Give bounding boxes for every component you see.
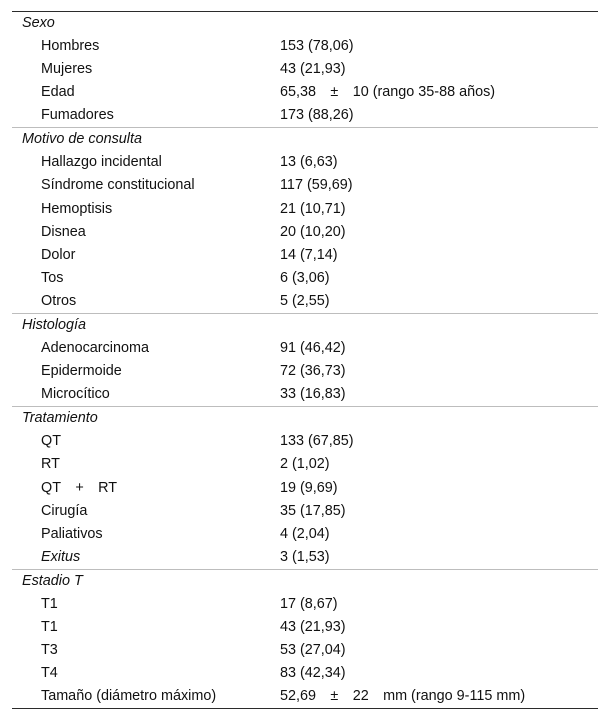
table-row xyxy=(12,58,598,81)
row-label: Hallazgo incidental xyxy=(41,154,162,171)
table-row xyxy=(12,593,598,616)
table-row xyxy=(12,662,598,685)
row-label: Tos xyxy=(41,269,64,286)
table-row xyxy=(12,174,598,197)
section-sexo xyxy=(12,12,598,128)
row-value: 4 (2,04) xyxy=(280,525,330,542)
table-row xyxy=(12,430,598,453)
row-value: 65,38 ± 10 (rango 35-88 años) xyxy=(280,84,496,101)
table-row xyxy=(12,337,598,360)
data-table xyxy=(12,11,598,709)
section-title: Histología xyxy=(22,317,86,334)
table-row xyxy=(12,453,598,476)
row-label: Dolor xyxy=(41,246,76,263)
row-label: Síndrome constitucional xyxy=(41,177,195,194)
row-value: 173 (88,26) xyxy=(280,107,354,124)
table-row xyxy=(12,523,598,546)
table-row xyxy=(12,221,598,244)
table-row xyxy=(12,546,598,569)
section-title: Sexo xyxy=(22,15,55,31)
row-value: 83 (42,34) xyxy=(280,665,346,682)
section-title: Tratamiento xyxy=(22,410,98,427)
row-label: Disnea xyxy=(41,223,86,240)
row-label: Hemoptisis xyxy=(41,200,113,217)
row-label: Microcítico xyxy=(41,386,110,403)
section-motivo-de-consulta xyxy=(12,128,598,314)
row-label: T1 xyxy=(41,595,58,612)
row-label: QT + RT xyxy=(41,479,118,496)
table-row xyxy=(12,616,598,639)
row-value: 6 (3,06) xyxy=(280,269,330,286)
row-label: T3 xyxy=(41,642,58,659)
row-value: 17 (8,67) xyxy=(280,595,338,612)
row-value: 20 (10,20) xyxy=(280,223,346,240)
row-label: Mujeres xyxy=(41,61,93,78)
row-label: Edad xyxy=(41,84,75,101)
table-row xyxy=(12,360,598,383)
row-label: Cirugía xyxy=(41,502,88,519)
table-row xyxy=(12,198,598,221)
row-label: RT xyxy=(41,456,60,473)
table-row xyxy=(12,383,598,406)
row-label: Otros xyxy=(41,292,77,309)
row-value: 52,69 ± 22 mm (rango 9-115 mm) xyxy=(280,688,526,705)
row-label: Paliativos xyxy=(41,525,103,542)
row-value: 91 (46,42) xyxy=(280,340,346,357)
row-label: QT xyxy=(41,433,61,450)
section-tratamiento xyxy=(12,407,598,570)
section-title: Estadio T xyxy=(22,572,83,589)
table-row xyxy=(12,151,598,174)
row-label: Fumadores xyxy=(41,107,114,124)
table-row xyxy=(12,685,598,708)
row-label: Adenocarcinoma xyxy=(41,340,149,357)
row-label: Tamaño (diámetro máximo) xyxy=(41,688,217,705)
row-label: Hombres xyxy=(41,38,100,54)
table-row xyxy=(12,35,598,58)
table-row xyxy=(12,244,598,267)
row-value: 14 (7,14) xyxy=(280,246,338,263)
row-label: Exitus xyxy=(41,548,81,565)
row-value: 13 (6,63) xyxy=(280,154,338,171)
row-value: 5 (2,55) xyxy=(280,292,330,309)
table-row xyxy=(12,290,598,313)
row-value: 117 (59,69) xyxy=(280,177,353,194)
section-title: Motivo de consulta xyxy=(22,131,142,148)
row-value: 53 (27,04) xyxy=(280,642,346,659)
row-value: 2 (1,02) xyxy=(280,456,330,473)
section-estadio-t xyxy=(12,570,598,708)
table-row xyxy=(12,500,598,523)
row-value: 35 (17,85) xyxy=(280,502,346,519)
row-value: 43 (21,93) xyxy=(280,618,346,635)
table-row xyxy=(12,104,598,127)
row-value: 21 (10,71) xyxy=(280,200,346,217)
row-label: Epidermoide xyxy=(41,363,122,380)
row-value: 153 (78,06) xyxy=(280,38,354,54)
row-value: 72 (36,73) xyxy=(280,363,346,380)
row-value: 3 (1,53) xyxy=(280,548,330,565)
row-value: 33 (16,83) xyxy=(280,386,346,403)
row-value: 43 (21,93) xyxy=(280,61,346,78)
row-label: T1 xyxy=(41,618,58,635)
section-histologia xyxy=(12,314,598,407)
table-row xyxy=(12,267,598,290)
row-label: T4 xyxy=(41,665,58,682)
table-row xyxy=(12,639,598,662)
table-row xyxy=(12,81,598,104)
table-row xyxy=(12,477,598,500)
row-value: 19 (9,69) xyxy=(280,479,338,496)
row-value: 133 (67,85) xyxy=(280,433,354,450)
